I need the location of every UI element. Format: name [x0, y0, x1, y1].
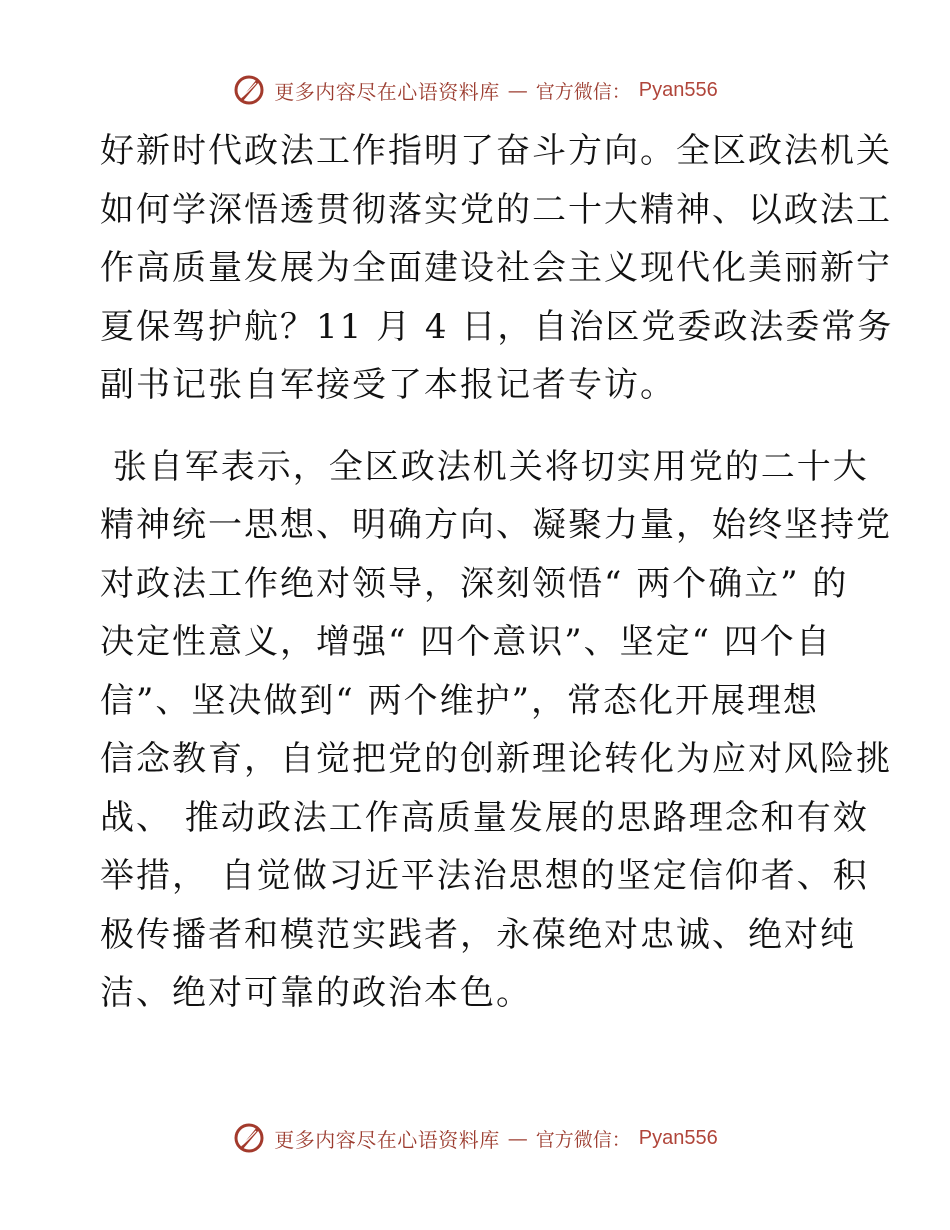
paragraph-spacer: [100, 415, 852, 438]
text-line: 信念教育，自觉把党的创新理论转化为应对风险挑: [100, 739, 892, 779]
banner-separator: —: [507, 78, 528, 102]
banner-wechat-id: Pyan556: [638, 78, 718, 101]
text-line: 张自军表示，全区政法机关将切实用党的二十大: [100, 446, 869, 487]
document-body: [100, 122, 894, 1023]
banner-separator: —: [507, 1126, 528, 1150]
footer-banner: [0, 1118, 950, 1158]
text-line: 作高质量发展为全面建设社会主义现代化美丽新宁: [100, 248, 892, 288]
banner-wechat-id: Pyan556: [638, 1126, 718, 1149]
text-line: 举措， 自觉做习近平法治思想的坚定信仰者、积: [100, 856, 869, 896]
text-line: 战、 推动政法工作高质量发展的思路理念和有效: [100, 797, 869, 838]
banner-title: 更多内容尽在心语资料库: [274, 1127, 500, 1152]
text-line: 好新时代政法工作指明了奋斗方向。全区政法机关: [100, 131, 892, 171]
banner-title: 更多内容尽在心语资料库: [274, 79, 500, 104]
header-banner: [0, 70, 950, 110]
paragraph-2: [100, 438, 892, 1023]
paragraph-1: [100, 122, 894, 415]
text-line: 决定性意义，增强“ 四个意识”、坚定“ 四个自: [100, 622, 832, 662]
text-line: 如何学深悟透贯彻落实党的二十大精神、以政法工: [100, 189, 892, 230]
text-line: 夏保驾护航？11 月 4 日，自治区党委政法委常务: [100, 306, 894, 347]
banner-contact-label: 官方微信：: [535, 1128, 631, 1151]
text-line: 对政法工作绝对领导，深刻领悟“ 两个确立” 的: [100, 563, 849, 604]
text-line: 洁、绝对可靠的政治本色。: [100, 973, 532, 1013]
text-line: 副书记张自军接受了本报记者专访。: [100, 365, 676, 405]
text-line: 信”、坚决做到“ 两个维护”，常态化开展理想: [100, 680, 819, 721]
text-line: 精神统一思想、明确方向、凝聚力量，始终坚持党: [100, 505, 892, 545]
quill-pen-circle-icon: [232, 1121, 266, 1155]
quill-pen-circle-icon: [232, 73, 266, 107]
banner-contact-label: 官方微信：: [535, 80, 631, 103]
text-line: 极传播者和模范实践者，永葆绝对忠诚、绝对纯: [100, 914, 856, 955]
